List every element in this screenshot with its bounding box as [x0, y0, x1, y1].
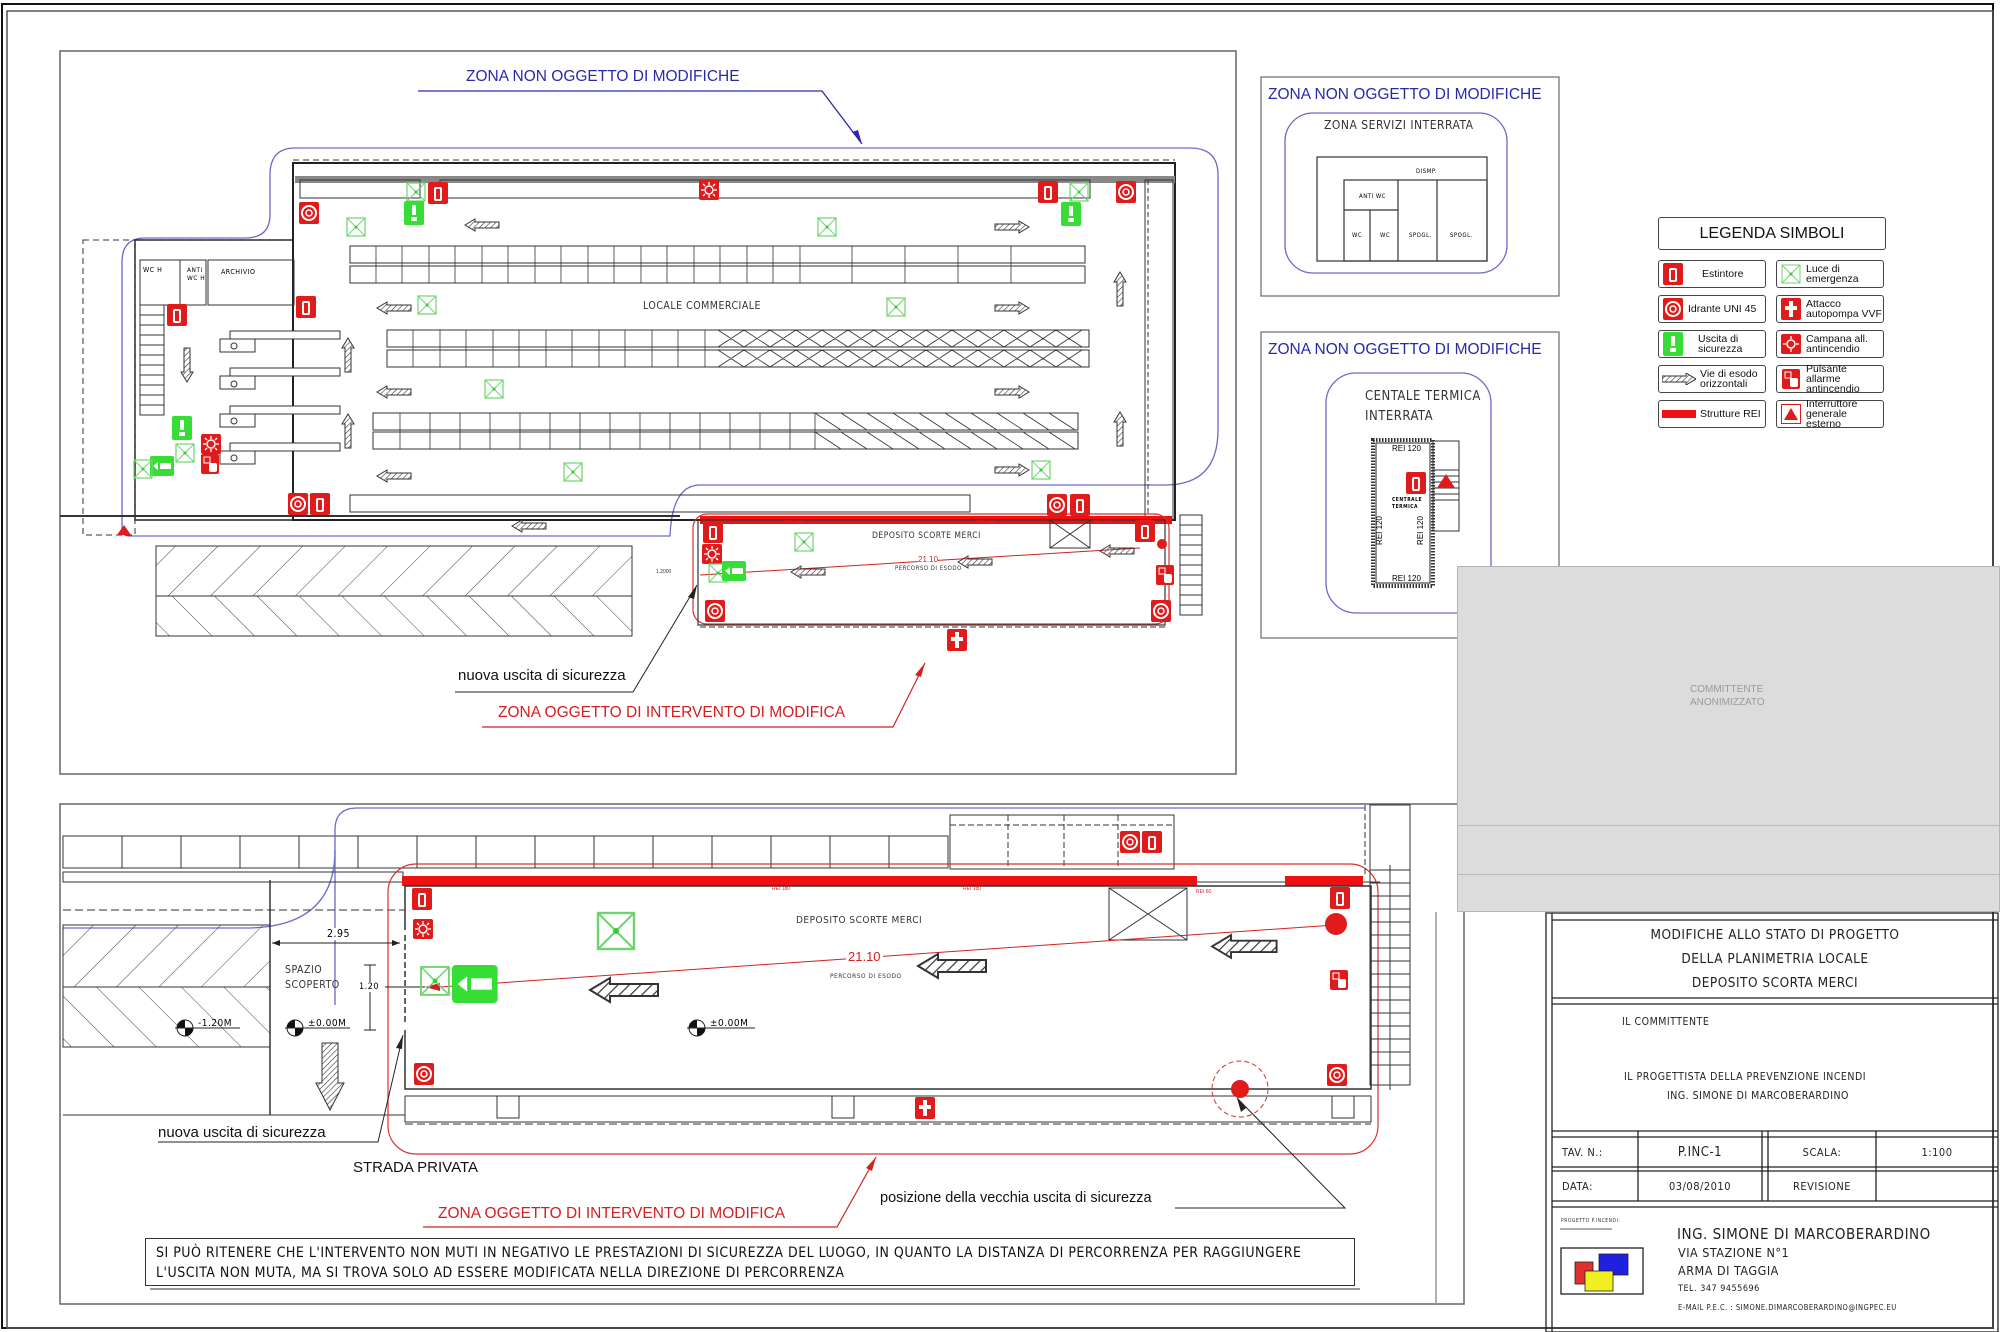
anonymized-line2: ANONIMIZZATO [1690, 697, 1765, 708]
title-line2: DELLA PLANIMETRIA LOCALE [1681, 951, 1869, 967]
escape-route-arrow-icon [1662, 368, 1696, 390]
legend-label: Estintore [1702, 268, 1744, 280]
boiler-title-line2: INTERRATA [1365, 409, 1434, 424]
legend-item-rei-structure [1658, 400, 1766, 428]
rei-label: REI 180 [772, 886, 791, 892]
designer-label: IL PROGETTISTA DELLA PREVENZIONE INCENDI [1624, 1071, 1867, 1083]
room-label-deposito-lower: DEPOSITO SCORTE MERCI [796, 915, 923, 926]
legend-title: LEGENDA SIMBOLI [1658, 217, 1886, 250]
rei-label: REI 180 [1093, 520, 1112, 526]
spazio-line1: SPAZIO [285, 964, 323, 976]
main-switch-icon [1780, 403, 1802, 425]
room-label-spogliatoio: SPOGL. [1450, 232, 1473, 239]
rei-label: REI 180 [977, 520, 996, 526]
rei-label: REI 60 [1196, 889, 1212, 895]
firm-phone: TEL. 347 9455696 [1678, 1284, 1760, 1294]
room-label-wc: WC [1380, 232, 1391, 239]
zone-label-modified-upper: ZONA OGGETTO DI INTERVENTO DI MODIFICA [498, 704, 846, 721]
client-label: IL COMMITTENTE [1622, 1016, 1710, 1028]
room-label-disimpegno: DISMP. [1416, 168, 1437, 175]
road-label: STRADA PRIVATA [353, 1159, 479, 1176]
legend-label: Pulsante allarme antincendio [1806, 363, 1860, 395]
rei-label-boiler-left: REI 120 [1374, 516, 1384, 545]
legend-label: Vie di esodo orizzontali [1700, 368, 1758, 390]
designer-name: ING. SIMONE DI MARCOBERARDINO [1667, 1090, 1849, 1102]
legend-item-emergency-light [1776, 260, 1884, 288]
legend-label: Interruttore generale esterno [1806, 398, 1858, 430]
revision-value [1876, 1171, 1998, 1201]
rei-label: REI 180 [963, 886, 982, 892]
rei-label-boiler-right: REI 120 [1415, 516, 1425, 545]
escape-distance-lower: 21.10 [848, 949, 881, 964]
divider [1458, 874, 1999, 875]
dimension-2-95: 2.95 [327, 928, 351, 940]
title-line1: MODIFICHE ALLO STATO DI PROGETTO [1650, 927, 1900, 943]
room-label-anti-line2: WC H [187, 274, 206, 282]
door-dimension-upper: 1.2000 [656, 569, 672, 575]
tav-value: P.INC-1 [1677, 1144, 1723, 1160]
divider [1458, 825, 1999, 826]
legend-label: Campana all. antincendio [1806, 333, 1868, 355]
callout-new-exit-upper: nuova uscita di sicurezza [458, 667, 626, 684]
fire-hydrant-uni45-icon [1662, 298, 1684, 320]
boiler-zone-title [1365, 387, 1481, 427]
room-label-anti-wc: ANTI WC [1359, 193, 1386, 200]
zone-label-non-modified-boiler: ZONA NON OGGETTO DI MODIFICHE [1268, 341, 1542, 358]
legend-item-escape-route [1658, 365, 1766, 393]
legend-label: Attacco autopompa VVF [1806, 298, 1882, 320]
boiler-room-line2: TERMICA [1392, 504, 1419, 510]
firm-address-line2: ARMA DI TAGGIA [1678, 1263, 1779, 1278]
anonymized-client-panel [1457, 566, 2000, 912]
rei-label: REI 180 [785, 520, 804, 526]
stamp-label: PROGETTO P.INCENDI: [1561, 1218, 1621, 1224]
services-zone-title: ZONA SERVIZI INTERRATA [1324, 118, 1474, 132]
zone-label-non-modified-main: ZONA NON OGGETTO DI MODIFICHE [466, 68, 740, 85]
anonymized-line1: COMMITTENTE [1690, 684, 1764, 695]
level-marker-zero: ±0.00M [308, 1018, 347, 1029]
zone-label-modified-lower: ZONA OGGETTO DI INTERVENTO DI MODIFICA [438, 1205, 786, 1222]
title-line3: DEPOSITO SCORTA MERCI [1691, 975, 1859, 991]
room-label-wc-h: WC H [143, 266, 163, 274]
boiler-room-label [1392, 497, 1422, 511]
legend-item-fire-brigade-connection [1776, 295, 1884, 323]
rei-label-boiler-top: REI 120 [1392, 444, 1421, 453]
rei-structure-icon [1662, 403, 1696, 425]
boiler-title-line1: CENTALE TERMICA [1365, 389, 1481, 404]
note-box-shadow [150, 1288, 1360, 1290]
emergency-exit-icon [1662, 333, 1684, 355]
boiler-room-line1: CENTRALE [1392, 497, 1423, 503]
level-marker-zero: ±0.00M [710, 1018, 749, 1029]
spazio-line2: SCOPERTO [285, 979, 340, 991]
room-label-wc: WC [1352, 232, 1363, 239]
fire-alarm-button-icon [1780, 368, 1802, 390]
legend-item-main-switch [1776, 400, 1884, 428]
rei-label-boiler-bottom: REI 120 [1392, 574, 1421, 583]
fire-extinguisher-icon [1662, 263, 1684, 285]
legend-label: Luce di emergenza [1806, 263, 1859, 285]
date-label: DATA: [1562, 1179, 1593, 1193]
note-box: SI PUÒ RITENERE CHE L'INTERVENTO NON MUTI IN NEGATIVO LE PRESTAZIONI DI SICUREZZA DEL LUOGO, IN QUANTO LA DISTANZA DI PERCORRENZA PER RAGGIUNGERE L'USCITA NON MUTA, MA SI TROVA SOLO AD ESSERE MODIFICATA NELLA DIREZIONE DI PERCORRENZA [145, 1238, 1355, 1286]
tav-label: TAV. N.: [1562, 1145, 1603, 1159]
spazio-scoperto-label [285, 963, 340, 993]
legend-item-hydrant [1658, 295, 1766, 323]
date-value: 03/08/2010 [1668, 1179, 1732, 1193]
escape-path-label-lower: PERCORSO DI ESODO [830, 972, 902, 980]
room-label-archivio: ARCHIVIO [221, 268, 256, 276]
firm-name: ING. SIMONE DI MARCOBERARDINO [1677, 1225, 1931, 1243]
room-label-anti-wc-h [187, 266, 205, 282]
legend-item-extinguisher [1658, 260, 1766, 288]
legend-label: Idrante UNI 45 [1688, 303, 1757, 315]
title-block-title [1552, 920, 1998, 998]
room-label-spogliatoio: SPOGL. [1409, 232, 1432, 239]
escape-path-label-upper: PERCORSO DI ESODO [895, 565, 962, 572]
revision-label: REVISIONE [1793, 1179, 1851, 1193]
legend-item-alarm-bell [1776, 330, 1884, 358]
room-label-locale-commerciale: LOCALE COMMERCIALE [643, 300, 762, 312]
callout-new-exit-lower: nuova uscita di sicurezza [158, 1124, 326, 1141]
zone-label-non-modified-services: ZONA NON OGGETTO DI MODIFICHE [1268, 86, 1542, 103]
escape-distance-upper: 21.10 [918, 555, 939, 564]
scale-label: SCALA: [1802, 1145, 1842, 1159]
firm-email: E-MAIL P.E.C. : SIMONE.DIMARCOBERARDINO@INGPEC.EU [1678, 1303, 1897, 1312]
firm-address-line1: VIA STAZIONE N°1 [1678, 1245, 1790, 1260]
callout-old-exit: posizione della vecchia uscita di sicurezza [880, 1190, 1152, 1206]
dimension-1-20: 1.20 [359, 982, 380, 992]
legend-label: Uscita di sicurezza [1698, 333, 1743, 355]
legend-label: Strutture REI [1700, 408, 1761, 420]
emergency-light-icon [1780, 263, 1802, 285]
legend-item-alarm-button [1776, 365, 1884, 393]
fire-brigade-connection-icon [1780, 298, 1802, 320]
legend-item-emergency-exit [1658, 330, 1766, 358]
anonymized-text [1690, 683, 1765, 709]
scale-value: 1:100 [1921, 1145, 1953, 1159]
designer-logo [1561, 1248, 1643, 1294]
fire-alarm-bell-icon [1780, 333, 1802, 355]
room-label-anti-line1: ANTI [187, 266, 203, 274]
level-marker-minus: -1.20M [198, 1018, 233, 1029]
room-label-deposito-upper: DEPOSITO SCORTE MERCI [872, 531, 981, 541]
